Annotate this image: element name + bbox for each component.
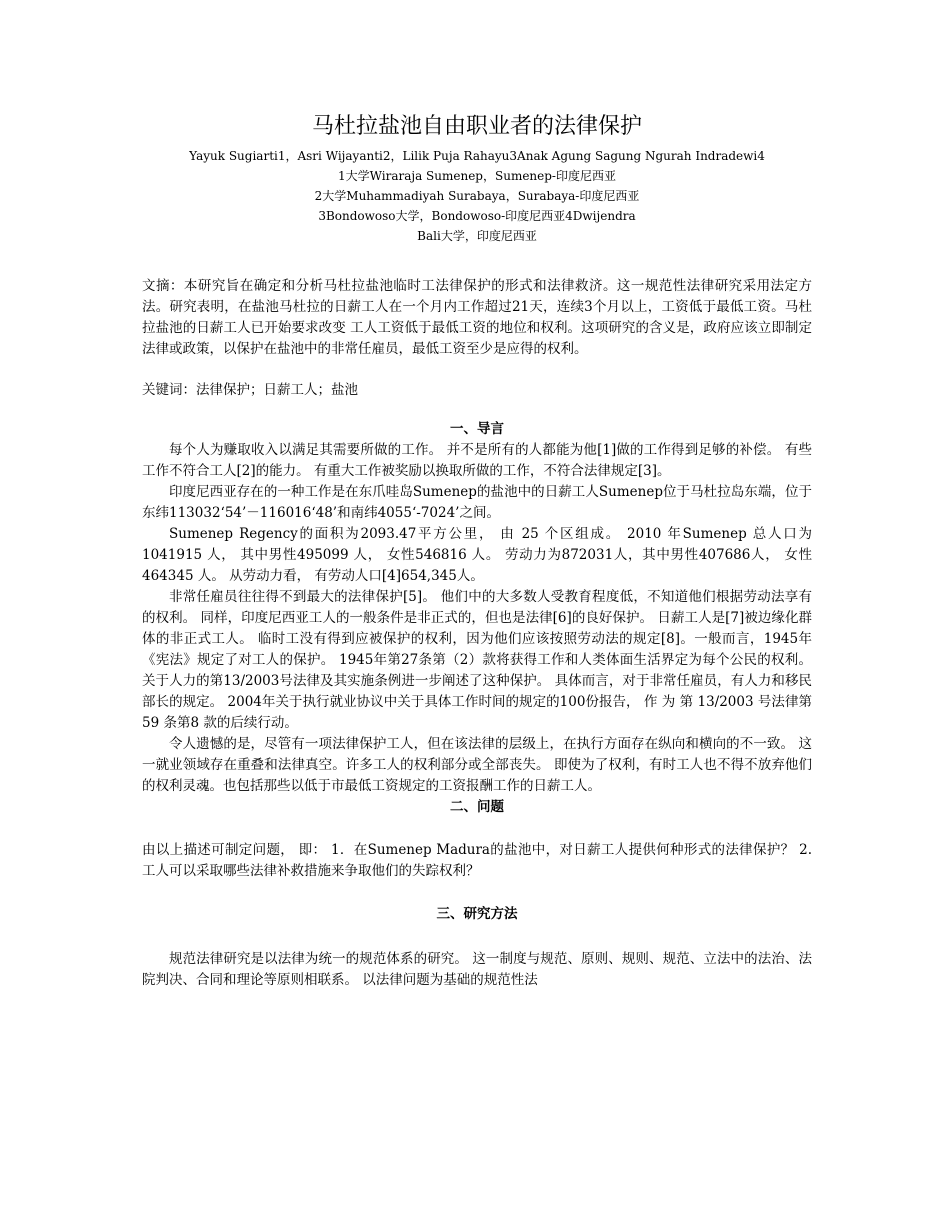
body-paragraph: 规范法律研究是以法律为统一的规范体系的研究。 这一制度与规范、原则、规则、规范、立法中的法治、法院判决、合同和理论等原则相联系。 以法律问题为基础的规范性法: [142, 951, 812, 988]
body-paragraph: Sumenep Regency的面积为2093.47平方公里， 由 25 个区组成。 2010 年Sumenep 总人口为1041915 人， 其中男性495099 人， 女性546816 人。 劳动力为872031人，其中男性407686人， 女性464345 人。 从劳动力看， 有劳动人口[4]654,345人。: [142, 526, 812, 584]
abstract: 文摘：本研究旨在确定和分析马杜拉盐池临时工法律保护的形式和法律救济。这一规范性法律研究采用法定方法。研究表明，在盐池马杜拉的日薪工人在一个月内工作超过21天，连续3个月以上，工资低于最低工资。马杜拉盐池的日薪工人已开始要求改变 工人工资低于最低工资的地位和权利。这项研究的含义是，政府应该立即制定法律或政策，以保护在盐池中的非常任雇员，最低工资至少是应得的权利。: [142, 278, 812, 357]
section-heading-method: 三、研究方法: [436, 906, 518, 922]
author-list: Yayuk Sugiarti1，Asri Wijayanti2，Lilik Puja Rahayu3Anak Agung Sagung Ngurah Indradewi4: [189, 149, 765, 163]
affiliation-line: 1大学Wiraraja Sumenep，Sumenep-印度尼西亚: [337, 169, 616, 183]
affiliation-line: Bali大学，印度尼西亚: [417, 229, 537, 243]
body-paragraph: 印度尼西亚存在的一种工作是在东爪哇岛Sumenep的盐池中的日薪工人Sumenep位于马杜拉岛东端，位于东纬113032‘54’－116016‘48’和南纬4055‘-7024’之间。: [142, 484, 812, 521]
paper-title: 马杜拉盐池自由职业者的法律保护: [311, 114, 642, 139]
body-paragraph: 非常任雇员往往得不到最大的法律保护[5]。 他们中的大多数人受教育程度低，不知道他们根据劳动法享有的权利。 同样，印度尼西亚工人的一般条件是非正式的，但也是法律[6]的良好保护。 日薪工人是[7]被边缘化群体的非正式工人。 临时工没有得到应被保护的权利，因为他们应该按照劳动法的规定[8]。一般而言，1945年《宪法》规定了对工人的保护。 1945年第27条第（2）款将获得工作和人类体面生活界定为每个公民的权利。关于人力的第13/2003号法律及其实施条例进一步阐述了这种保护。 具体而言，对于非常任雇员，有人力和移民部长的规定。 2004年关于执行就业协议中关于具体工作时间的规定的100份报告， 作 为 第 13/2003 号法律第59 条第8 款的后续行动。: [142, 589, 812, 731]
keywords: 关键词：法律保护；日薪工人；盐池: [142, 382, 358, 398]
section-heading-problem: 二、问题: [450, 799, 504, 815]
body-paragraph: 每个人为赚取收入以满足其需要所做的工作。 并不是所有的人都能为他[1]做的工作得到足够的补偿。 有些工作不符合工人[2]的能力。 有重大工作被奖励以换取所做的工作，不符合法律规定[3]。: [142, 442, 812, 479]
paper-page: [142, 112, 812, 991]
section-heading-intro: 一、导言: [450, 421, 504, 437]
affiliation-line: 2大学Muhammadiyah Surabaya，Surabaya-印度尼西亚: [314, 189, 640, 203]
affiliation-line: 3Bondowoso大学，Bondowoso-印度尼西亚4Dwijendra: [318, 209, 636, 223]
body-paragraph: 由以上描述可制定问题， 即： 1．在Sumenep Madura的盐池中，对日薪工人提供何种形式的法律保护？ 2. 工人可以采取哪些法律补救措施来争取他们的失踪权利？: [142, 842, 812, 879]
body-paragraph: 令人遗憾的是，尽管有一项法律保护工人，但在该法律的层级上，在执行方面存在纵向和横向的不一致。 这一就业领域存在重叠和法律真空。许多工人的权利部分或全部丧失。 即使为了权利，有时工人也不得不放弃他们的权利灵魂。也包括那些以低于市最低工资规定的工资报酬工作的日薪工人。: [142, 736, 812, 794]
